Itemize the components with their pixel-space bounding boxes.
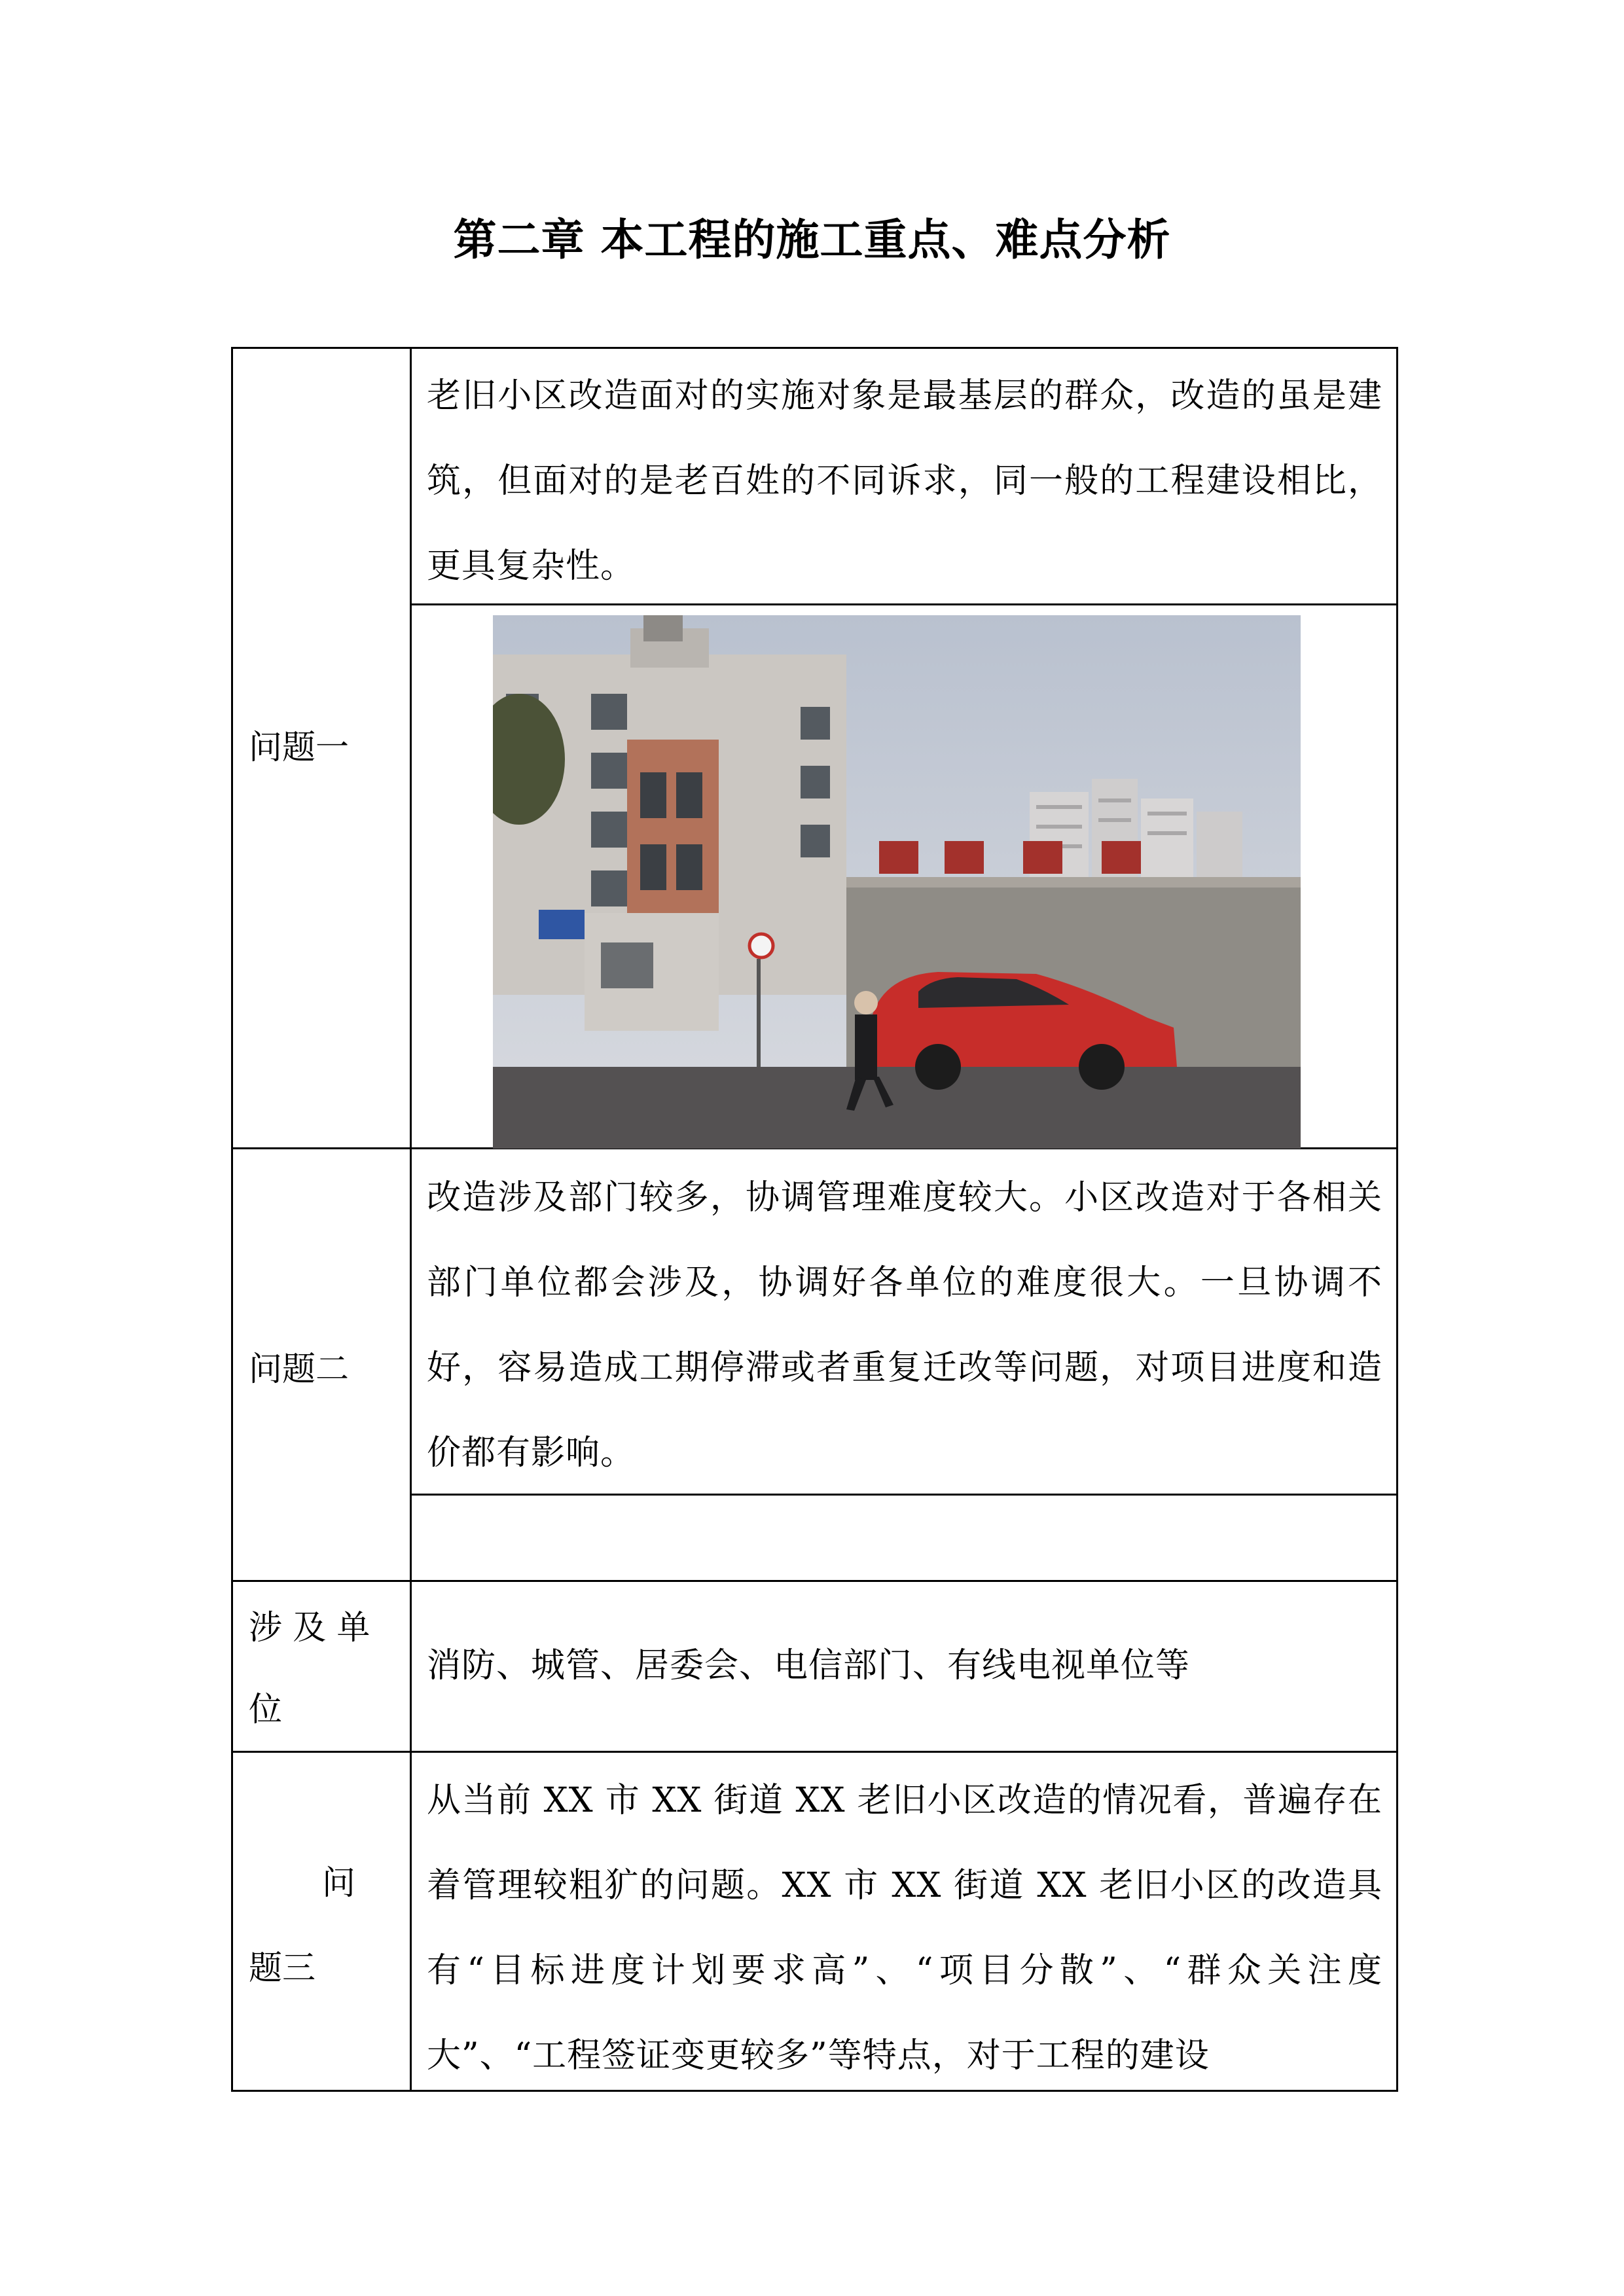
page-title: 第二章 本工程的施工重点、难点分析 [453, 215, 1171, 265]
table-border-left [231, 347, 233, 2092]
row-label-problem-three-line2: 题三 [249, 1949, 316, 1988]
row-label-involved-units-line2: 位 [249, 1691, 283, 1729]
row-label-problem-one: 问题一 [249, 728, 350, 767]
row-label-problem-three-line1: 问 [322, 1864, 356, 1903]
row-divider [231, 1580, 1398, 1582]
table-border-right [1396, 347, 1398, 2092]
table-border-top [231, 347, 1398, 349]
row-text-involved-units: 消防、城管、居委会、电信部门、有线电视单位等 [427, 1646, 1191, 1685]
row-label-involved-units-line1: 涉 及 单 [249, 1609, 370, 1647]
row-divider [231, 1751, 1398, 1753]
row-text-problem-two: 改造涉及部门较多，协调管理难度较大。小区改造对于各相关部门单位都会涉及，协调好各单位的难度很大。一旦协调不好，容易造成工期停滞或者重复迁改等问题，对项目进度和造价都有影响。 [427, 1178, 1382, 1473]
table-column-divider [410, 347, 412, 2092]
row-label-problem-two: 问题二 [249, 1350, 350, 1389]
row-text-problem-one: 老旧小区改造面对的实施对象是最基层的群众，改造的虽是建筑，但面对的是老百姓的不同诉求，同一般的工程建设相比，更具复杂性。 [427, 376, 1382, 586]
old-residential-building-photo [493, 615, 1301, 1149]
row-text-problem-three: 从当前 XX 市 XX 街道 XX 老旧小区改造的情况看，普遍存在着管理较粗犷的问题。XX 市 XX 街道 XX 老旧小区的改造具有“目标进度计划要求高”、“项目分散”、“群众关注度大”、“工程签证变更较多”等特点，对于工程的建设 [427, 1781, 1382, 2075]
